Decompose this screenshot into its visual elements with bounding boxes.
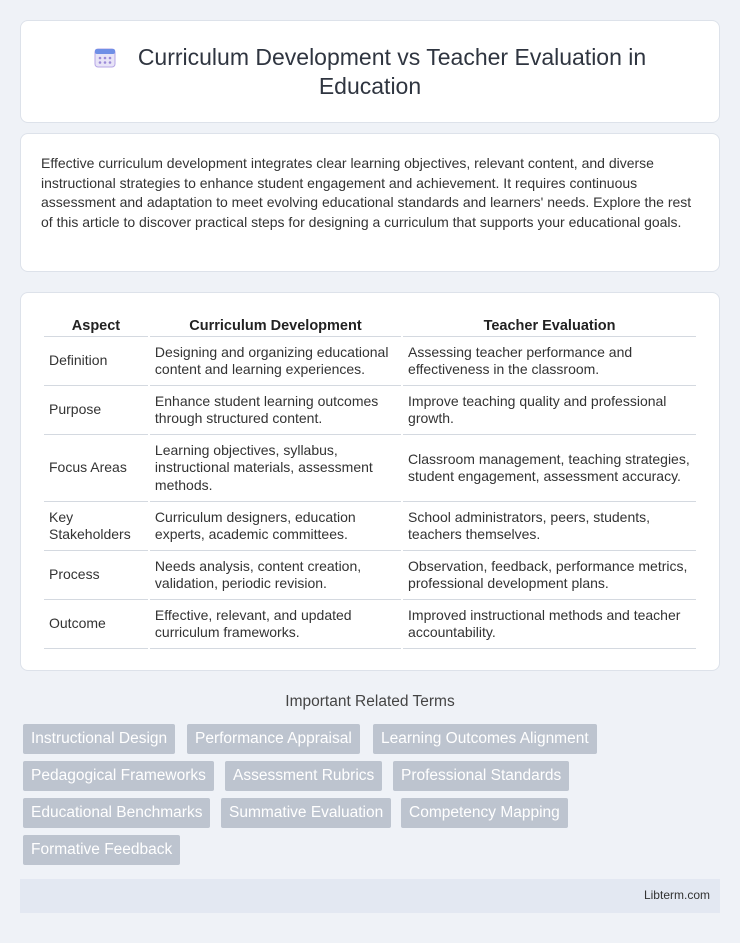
row-teacher-evaluation: Improved instructional methods and teacher accountability. [403,600,696,649]
related-term-tag[interactable]: Performance Appraisal [187,724,360,754]
row-curriculum-development: Learning objectives, syllabus, instructional materials, assessment methods. [150,435,401,502]
row-teacher-evaluation: Observation, feedback, performance metrics, professional development plans. [403,551,696,600]
related-term-tag[interactable]: Pedagogical Frameworks [23,761,214,791]
comparison-table [42,315,698,649]
row-aspect: Definition [44,337,148,386]
related-term-tag[interactable]: Assessment Rubrics [225,761,382,791]
row-teacher-evaluation: Classroom management, teaching strategies, student engagement, assessment accuracy. [403,435,696,502]
row-curriculum-development: Needs analysis, content creation, validation, periodic revision. [150,551,401,600]
row-curriculum-development: Effective, relevant, and updated curriculum frameworks. [150,600,401,649]
table-row [44,600,696,649]
table-row [44,502,696,551]
related-term-tag[interactable]: Learning Outcomes Alignment [373,724,597,754]
table-row [44,435,696,502]
intro-card [20,133,720,272]
related-term-tag[interactable]: Professional Standards [393,761,569,791]
related-term-tag[interactable]: Competency Mapping [401,798,568,828]
table-row [44,551,696,600]
related-terms-title: Important Related Terms [285,693,455,710]
related-term-tag[interactable]: Educational Benchmarks [23,798,210,828]
header-curriculum-development: Curriculum Development [150,315,401,337]
related-term-tag[interactable]: Formative Feedback [23,835,180,865]
calendar-icon [94,46,116,68]
row-teacher-evaluation: Assessing teacher performance and effectiveness in the classroom. [403,337,696,386]
related-term-tag[interactable]: Instructional Design [23,724,175,754]
related-term-tag[interactable]: Summative Evaluation [221,798,391,828]
row-aspect: Focus Areas [44,435,148,502]
row-aspect: Purpose [44,386,148,435]
intro-paragraph: Effective curriculum development integrates clear learning objectives, relevant content, and diverse instructional strategies to enhance student engagement and achievement. It requires continuous assessment and adaptation to meet evolving educational standards and learners' needs. Explore the rest of this article to discover practical steps for designing a curriculum that supports your educational goals. [41,155,692,230]
table-row [44,337,696,386]
row-aspect: Key Stakeholders [44,502,148,551]
header-aspect: Aspect [44,315,148,337]
row-curriculum-development: Enhance student learning outcomes through structured content. [150,386,401,435]
footer-site-link[interactable]: Libterm.com [643,888,710,902]
row-curriculum-development: Curriculum designers, education experts, academic committees. [150,502,401,551]
row-curriculum-development: Designing and organizing educational content and learning experiences. [150,337,401,386]
page-title: Curriculum Development vs Teacher Evaluation in Education [137,44,647,99]
row-teacher-evaluation: Improve teaching quality and professional growth. [403,386,696,435]
table-header-row [44,315,696,337]
title-card [20,20,720,123]
footer [20,879,720,913]
row-teacher-evaluation: School administrators, peers, students, teachers themselves. [403,502,696,551]
page-title-wrap [21,43,719,101]
comparison-card [20,292,720,671]
row-aspect: Outcome [44,600,148,649]
table-row [44,386,696,435]
header-teacher-evaluation: Teacher Evaluation [403,315,696,337]
row-aspect: Process [44,551,148,600]
